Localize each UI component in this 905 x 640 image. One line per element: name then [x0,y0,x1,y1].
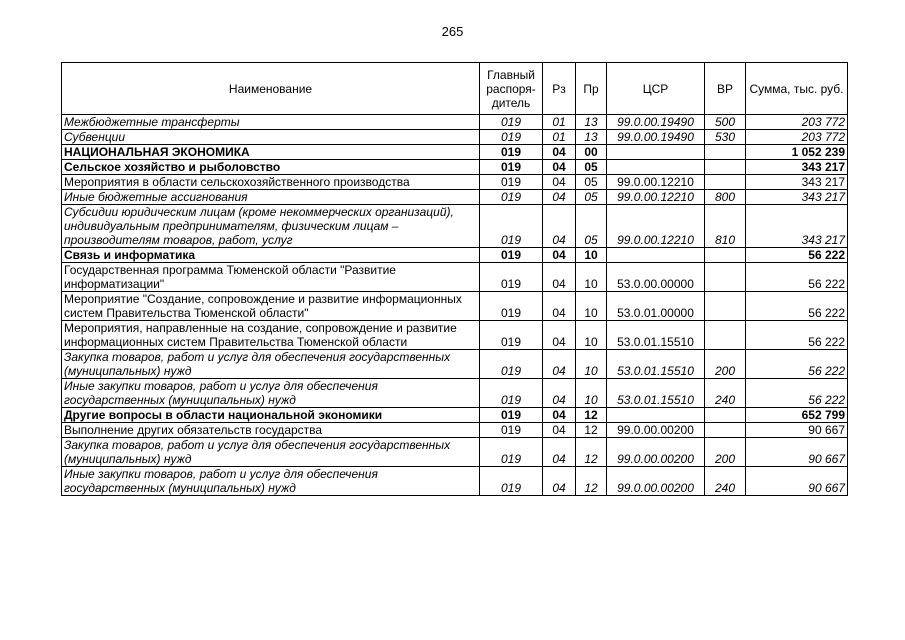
cell-pr: 12 [576,408,607,423]
cell-sum: 90 667 [746,423,848,438]
cell-sum: 343 217 [746,205,848,248]
cell-csr: 53.0.01.15510 [607,350,705,379]
cell-sum: 56 222 [746,292,848,321]
cell-grbs: 019 [480,115,543,130]
table-row [62,160,848,175]
cell-csr [607,248,705,263]
table-row [62,190,848,205]
header-grbs: Главный распоря-дитель [480,63,543,115]
cell-pr: 05 [576,190,607,205]
cell-csr: 99.0.00.12210 [607,190,705,205]
cell-rz: 04 [543,292,576,321]
cell-sum: 56 222 [746,248,848,263]
cell-pr: 05 [576,205,607,248]
cell-csr: 99.0.00.00200 [607,423,705,438]
cell-pr: 05 [576,175,607,190]
cell-name: Другие вопросы в области национальной экономики [62,408,480,423]
cell-grbs: 019 [480,321,543,350]
cell-vr: 240 [705,379,746,408]
cell-csr [607,408,705,423]
cell-grbs: 019 [480,205,543,248]
cell-csr: 53.0.00.00000 [607,263,705,292]
table-row [62,175,848,190]
cell-sum: 1 052 239 [746,145,848,160]
cell-rz: 04 [543,438,576,467]
header-name: Наименование [62,63,480,115]
table-row [62,205,848,248]
table-row [62,292,848,321]
budget-table [61,62,848,496]
cell-vr [705,175,746,190]
cell-grbs: 019 [480,292,543,321]
table-row [62,145,848,160]
cell-sum: 343 217 [746,190,848,205]
table-row [62,467,848,496]
cell-rz: 04 [543,248,576,263]
cell-csr: 99.0.00.00200 [607,438,705,467]
table-row [62,263,848,292]
cell-vr [705,160,746,175]
cell-csr: 53.0.01.00000 [607,292,705,321]
cell-sum: 203 772 [746,130,848,145]
cell-vr [705,263,746,292]
cell-pr: 10 [576,292,607,321]
cell-name: Субвенции [62,130,480,145]
table-body [62,115,848,496]
cell-grbs: 019 [480,145,543,160]
cell-sum: 652 799 [746,408,848,423]
cell-name: Иные бюджетные ассигнования [62,190,480,205]
cell-vr: 500 [705,115,746,130]
cell-sum: 343 217 [746,160,848,175]
cell-grbs: 019 [480,190,543,205]
cell-sum: 56 222 [746,350,848,379]
cell-pr: 12 [576,423,607,438]
cell-csr [607,145,705,160]
cell-pr: 12 [576,438,607,467]
cell-name: Закупка товаров, работ и услуг для обеспечения государственных (муниципальных) нужд [62,438,480,467]
cell-grbs: 019 [480,408,543,423]
cell-vr [705,292,746,321]
cell-grbs: 019 [480,248,543,263]
cell-grbs: 019 [480,379,543,408]
cell-pr: 10 [576,321,607,350]
cell-name: Выполнение других обязательств государства [62,423,480,438]
cell-sum: 56 222 [746,321,848,350]
cell-vr [705,423,746,438]
cell-name: Закупка товаров, работ и услуг для обеспечения государственных (муниципальных) нужд [62,350,480,379]
cell-grbs: 019 [480,175,543,190]
cell-name: Иные закупки товаров, работ и услуг для обеспечения государственных (муниципальных) нужд [62,379,480,408]
cell-vr: 810 [705,205,746,248]
table-row [62,130,848,145]
cell-grbs: 019 [480,160,543,175]
cell-csr: 53.0.01.15510 [607,321,705,350]
table-header-row [62,63,848,115]
table-row [62,321,848,350]
cell-rz: 04 [543,467,576,496]
cell-rz: 01 [543,115,576,130]
cell-rz: 04 [543,160,576,175]
cell-pr: 10 [576,263,607,292]
table-row [62,438,848,467]
cell-vr: 800 [705,190,746,205]
cell-vr [705,321,746,350]
table-row [62,379,848,408]
cell-csr: 99.0.00.12210 [607,205,705,248]
cell-csr: 53.0.01.15510 [607,379,705,408]
cell-grbs: 019 [480,263,543,292]
cell-grbs: 019 [480,350,543,379]
table-row [62,350,848,379]
cell-grbs: 019 [480,130,543,145]
cell-grbs: 019 [480,423,543,438]
cell-vr: 200 [705,350,746,379]
cell-sum: 90 667 [746,438,848,467]
cell-rz: 04 [543,321,576,350]
cell-name: Иные закупки товаров, работ и услуг для обеспечения государственных (муниципальных) нужд [62,467,480,496]
cell-name: Государственная программа Тюменской области "Развитие информатизации" [62,263,480,292]
cell-sum: 343 217 [746,175,848,190]
cell-rz: 04 [543,350,576,379]
header-csr: ЦСР [607,63,705,115]
cell-rz: 04 [543,379,576,408]
cell-rz: 04 [543,423,576,438]
cell-sum: 90 667 [746,467,848,496]
cell-vr [705,248,746,263]
cell-name: Межбюджетные трансферты [62,115,480,130]
cell-sum: 56 222 [746,263,848,292]
cell-pr: 10 [576,350,607,379]
cell-csr: 99.0.00.19490 [607,130,705,145]
cell-rz: 04 [543,205,576,248]
cell-csr: 99.0.00.00200 [607,467,705,496]
cell-csr [607,160,705,175]
cell-pr: 13 [576,115,607,130]
cell-pr: 00 [576,145,607,160]
cell-name: Мероприятие "Создание, сопровождение и развитие информационных систем Правительства Тюменской области" [62,292,480,321]
cell-name: Сельское хозяйство и рыболовство [62,160,480,175]
cell-rz: 04 [543,175,576,190]
cell-rz: 04 [543,190,576,205]
header-pr: Пр [576,63,607,115]
cell-rz: 01 [543,130,576,145]
cell-pr: 13 [576,130,607,145]
table-row [62,248,848,263]
cell-vr: 530 [705,130,746,145]
cell-csr: 99.0.00.19490 [607,115,705,130]
cell-vr [705,145,746,160]
table-row [62,423,848,438]
cell-name: Мероприятия в области сельскохозяйственного производства [62,175,480,190]
header-rz: Рз [543,63,576,115]
table-row [62,408,848,423]
cell-grbs: 019 [480,438,543,467]
page-number: 265 [441,24,464,39]
cell-name: Связь и информатика [62,248,480,263]
cell-sum: 56 222 [746,379,848,408]
cell-pr: 05 [576,160,607,175]
cell-pr: 10 [576,379,607,408]
cell-name: НАЦИОНАЛЬНАЯ ЭКОНОМИКА [62,145,480,160]
cell-rz: 04 [543,263,576,292]
cell-pr: 10 [576,248,607,263]
cell-sum: 203 772 [746,115,848,130]
cell-rz: 04 [543,408,576,423]
cell-name: Мероприятия, направленные на создание, сопровождение и развитие информационных систем Правительства Тюменской области [62,321,480,350]
header-sum: Сумма, тыс. руб. [746,63,848,115]
cell-name: Субсидии юридическим лицам (кроме некоммерческих организаций), индивидуальным предпринимателям, физическим лицам – производителям товаров, работ, услуг [62,205,480,248]
cell-vr: 200 [705,438,746,467]
cell-csr: 99.0.00.12210 [607,175,705,190]
cell-vr [705,408,746,423]
cell-rz: 04 [543,145,576,160]
cell-vr: 240 [705,467,746,496]
cell-pr: 12 [576,467,607,496]
header-vr: ВР [705,63,746,115]
cell-grbs: 019 [480,467,543,496]
table-row [62,115,848,130]
